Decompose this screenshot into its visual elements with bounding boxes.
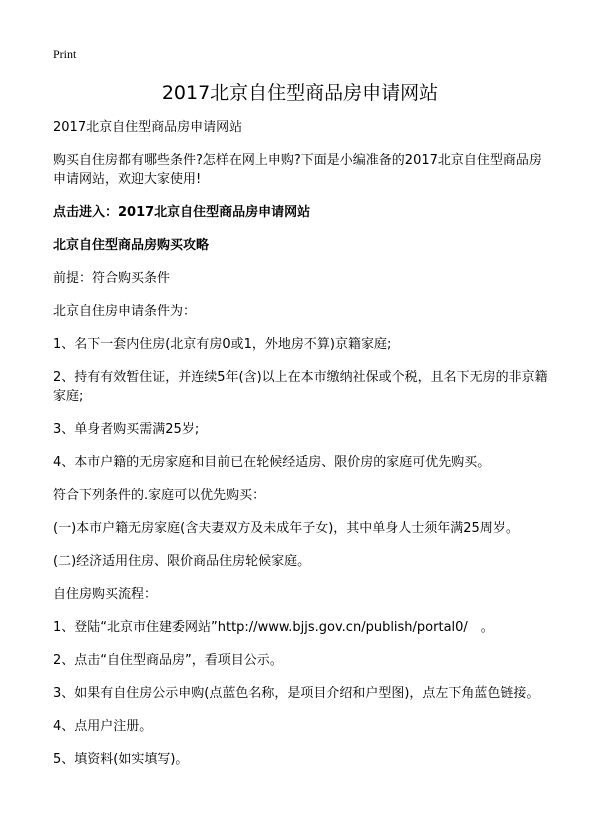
paragraph-step-3: 3、如果有自住房公示申购(点蓝色名称，是项目介绍和户型图)，点左下角蓝色链接。 xyxy=(53,686,540,701)
document-title: 2017北京自住型商品房申请网站 xyxy=(161,82,439,104)
paragraph-step-2: 2、点击“自住型商品房”，看项目公示。 xyxy=(53,653,283,668)
paragraph-priority-2: (二)经济适用住房、限价商品住房轮候家庭。 xyxy=(53,554,311,569)
paragraph-condition-4: 4、本市户籍的无房家庭和目前已在轮候经适房、限价房的家庭可优先购买。 xyxy=(53,455,491,470)
print-label: Print xyxy=(53,47,77,61)
paragraph-step-5: 5、填资料(如实填写)。 xyxy=(53,752,189,767)
paragraph-conditions-heading: 北京自住房申请条件为： xyxy=(53,304,197,319)
paragraph-condition-1: 1、名下一套内住房(北京有房0或1，外地房不算)京籍家庭; xyxy=(53,337,392,352)
paragraph-priority-1: (一)本市户籍无房家庭(含夫妻双方及未成年子女)，其中单身人士须年满25周岁。 xyxy=(53,521,519,536)
paragraph-condition-3: 3、单身者购买需满25岁; xyxy=(53,422,200,437)
paragraph-guide-heading: 北京自住型商品房购买攻略 xyxy=(53,238,210,253)
document-body xyxy=(53,118,553,783)
paragraph-link-heading: 点击进入：2017北京自住型商品房申请网站 xyxy=(53,205,311,220)
paragraph-intro: 购买自住房都有哪些条件?怎样在网上申购?下面是小编准备的2017北京自住型商品房申请网站，欢迎大家使用! xyxy=(53,153,542,187)
paragraph-premise: 前提：符合购买条件 xyxy=(53,271,171,286)
paragraph-step-1: 1、登陆“北京市住建委网站”http://www.bjjs.gov.cn/publish/portal0/ 。 xyxy=(53,620,494,635)
paragraph-priority-heading: 符合下列条件的.家庭可以优先购买： xyxy=(53,488,266,503)
paragraph-condition-2: 2、持有有效暂住证，并连续5年(含)以上在本市缴纳社保或个税，且名下无房的非京籍家庭; xyxy=(53,370,548,404)
paragraph-subtitle: 2017北京自住型商品房申请网站 xyxy=(53,120,243,135)
paragraph-process-heading: 自住房购买流程： xyxy=(53,587,158,602)
paragraph-step-4: 4、点用户注册。 xyxy=(53,719,153,734)
